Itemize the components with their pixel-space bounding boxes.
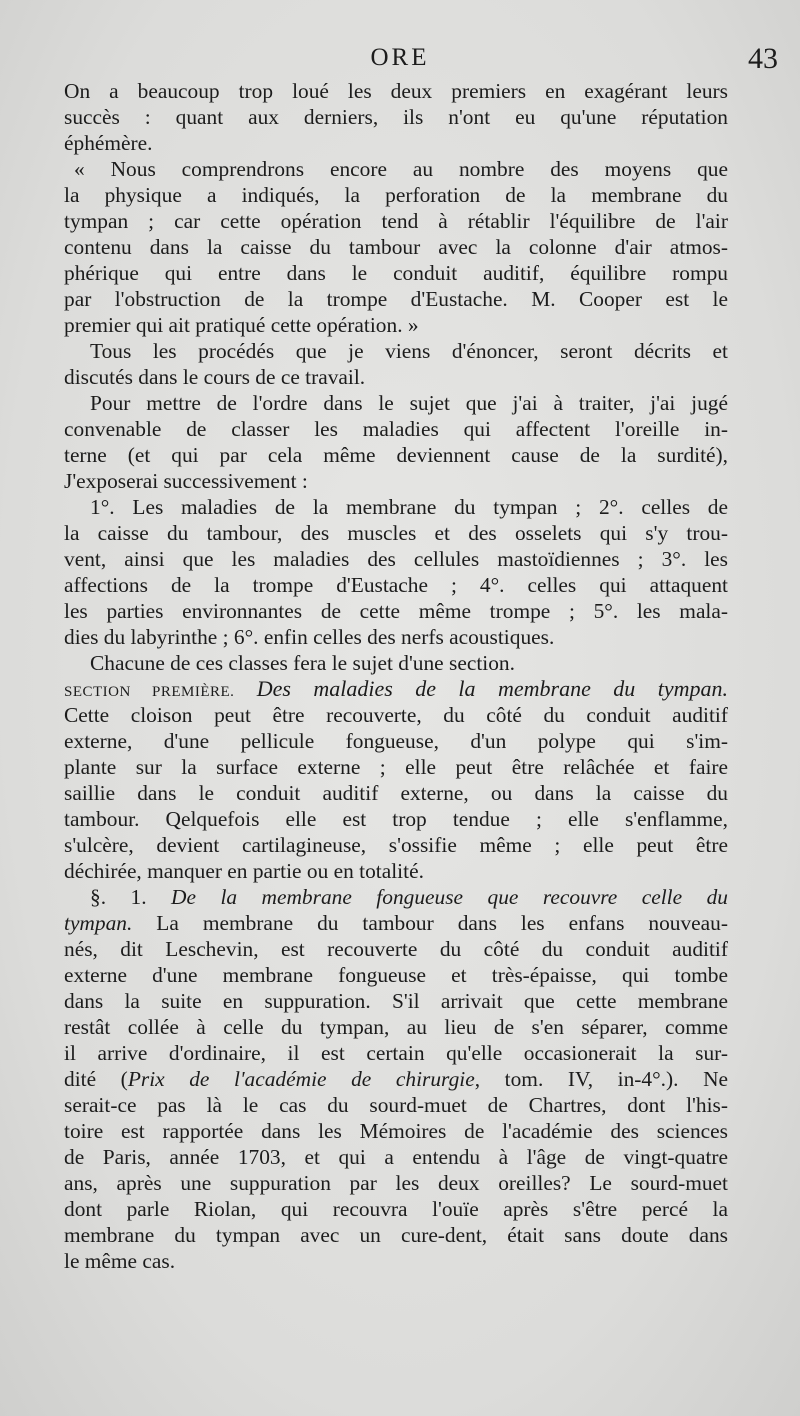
- subsection-heading: [64, 884, 728, 910]
- text-line: Pour mettre de l'ordre dans le sujet que j'ai à traiter, j'ai jugé: [90, 391, 728, 415]
- paragraph: [64, 494, 728, 650]
- text-line: la physique a indiqués, la perforation de la membrane du: [64, 183, 728, 207]
- text-line: contenu dans la caisse du tambour avec la colonne d'air atmos-: [64, 235, 728, 259]
- text-span: La membrane du tambour dans les enfans nouveau-: [132, 911, 728, 935]
- text-line: par l'obstruction de la trompe d'Eustache. M. Cooper est le: [64, 287, 728, 311]
- text-line: membrane du tympan avec un cure-dent, était sans doute dans: [64, 1223, 728, 1247]
- text-line: « Nous comprendrons encore au nombre des moyens que: [74, 157, 728, 181]
- citation-title: Prix de l'académie de chirurgie: [127, 1067, 475, 1091]
- text-line: il arrive d'ordinaire, il est certain qu'elle occasionerait la sur-: [64, 1041, 728, 1065]
- subsection: [64, 884, 728, 1274]
- text-line: 1°. Les maladies de la membrane du tympan ; 2°. celles de: [90, 495, 728, 519]
- text-line: restât collée à celle du tympan, au lieu de s'en séparer, comme: [64, 1015, 728, 1039]
- text-line: phérique qui entre dans le conduit auditif, équilibre rompu: [64, 261, 728, 285]
- paragraph: [64, 650, 728, 676]
- text-line: [64, 910, 728, 936]
- text-line: convenable de classer les maladies qui affectent l'oreille in-: [64, 417, 728, 441]
- paragraph: [64, 338, 728, 390]
- text-line: succès : quant aux derniers, ils n'ont eu qu'une réputation: [64, 105, 728, 129]
- text-line: tambour. Qelquefois elle est trop tendue ; elle s'enflamme,: [64, 807, 728, 831]
- paragraph: [64, 390, 728, 494]
- running-title: ORE: [370, 44, 430, 71]
- text-line: premier qui ait pratiqué cette opération. »: [64, 313, 419, 337]
- text-line: terne (et qui par cela même deviennent cause de la surdité),: [64, 443, 728, 467]
- text-span: , tom. IV, in-4°.). Ne: [474, 1067, 729, 1091]
- text-line: le même cas.: [64, 1249, 176, 1273]
- text-line: éphémère.: [64, 131, 153, 155]
- text-line: dont parle Riolan, qui recouvra l'ouïe après s'être percé la: [64, 1197, 728, 1221]
- text-line: saillie dans le conduit auditif externe, ou dans la caisse du: [64, 781, 728, 805]
- section-heading: [64, 676, 728, 702]
- subsection-marker: §. 1.: [90, 885, 147, 909]
- running-head: [0, 42, 800, 78]
- text-line: externe d'une membrane fongueuse et très-épaisse, qui tombe: [64, 963, 728, 987]
- section-title: Des maladies de la membrane du tympan.: [256, 676, 728, 701]
- text-line: discutés dans le cours de ce travail.: [64, 365, 366, 389]
- text-line: J'exposerai successivement :: [64, 469, 308, 493]
- text-line: dans la suite en suppuration. S'il arrivait que cette membrane: [64, 989, 728, 1013]
- text-line: toire est rapportée dans les Mémoires de l'académie des sciences: [64, 1119, 728, 1143]
- section-label: SECTION PREMIÈRE.: [64, 684, 235, 700]
- citation-line: [64, 1066, 728, 1092]
- text-line: vent, ainsi que les maladies des cellules mastoïdiennes ; 3°. les: [64, 547, 728, 571]
- text-line: Tous les procédés que je viens d'énoncer, seront décrits et: [90, 339, 728, 363]
- body-text: [64, 78, 728, 1274]
- text-line: les parties environnantes de cette même trompe ; 5°. les mala-: [64, 599, 728, 623]
- text-line: tympan ; car cette opération tend à rétablir l'équilibre de l'air: [64, 209, 728, 233]
- text-line: plante sur la surface externe ; elle peut être relâchée et faire: [64, 755, 728, 779]
- text-line: de Paris, année 1703, et qui a entendu à l'âge de vingt-quatre: [64, 1145, 728, 1169]
- text-line: externe, d'une pellicule fongueuse, d'un polype qui s'im-: [64, 729, 728, 753]
- section: [64, 676, 728, 884]
- paragraph: [64, 78, 728, 156]
- subsection-title: De la membrane fongueuse que recouvre celle du: [171, 885, 728, 909]
- text-line: Cette cloison peut être recouverte, du côté du conduit auditif: [64, 703, 728, 727]
- text-line: s'ulcère, devient cartilagineuse, s'ossifie même ; elle peut être: [64, 833, 728, 857]
- text-line: dies du labyrinthe ; 6°. enfin celles des nerfs acoustiques.: [64, 625, 555, 649]
- text-line: déchirée, manquer en partie ou en totalité.: [64, 859, 424, 883]
- subsection-title-cont: tympan.: [64, 911, 133, 935]
- text-line: On a beaucoup trop loué les deux premiers en exagérant leurs: [64, 79, 728, 103]
- text-line: nés, dit Leschevin, est recouverte du côté du conduit auditif: [64, 937, 728, 961]
- text-line: Chacune de ces classes fera le sujet d'une section.: [90, 651, 515, 675]
- page-number: 43: [748, 42, 778, 75]
- text-line: affections de la trompe d'Eustache ; 4°. celles qui attaquent: [64, 573, 728, 597]
- text-span: dité (: [64, 1067, 128, 1091]
- paragraph: [64, 156, 728, 338]
- text-line: serait-ce pas là le cas du sourd-muet de Chartres, dont l'his-: [64, 1093, 728, 1117]
- text-line: la caisse du tambour, des muscles et des osselets qui s'y trou-: [64, 521, 728, 545]
- text-line: ans, après une suppuration par les deux oreilles? Le sourd-muet: [64, 1171, 728, 1195]
